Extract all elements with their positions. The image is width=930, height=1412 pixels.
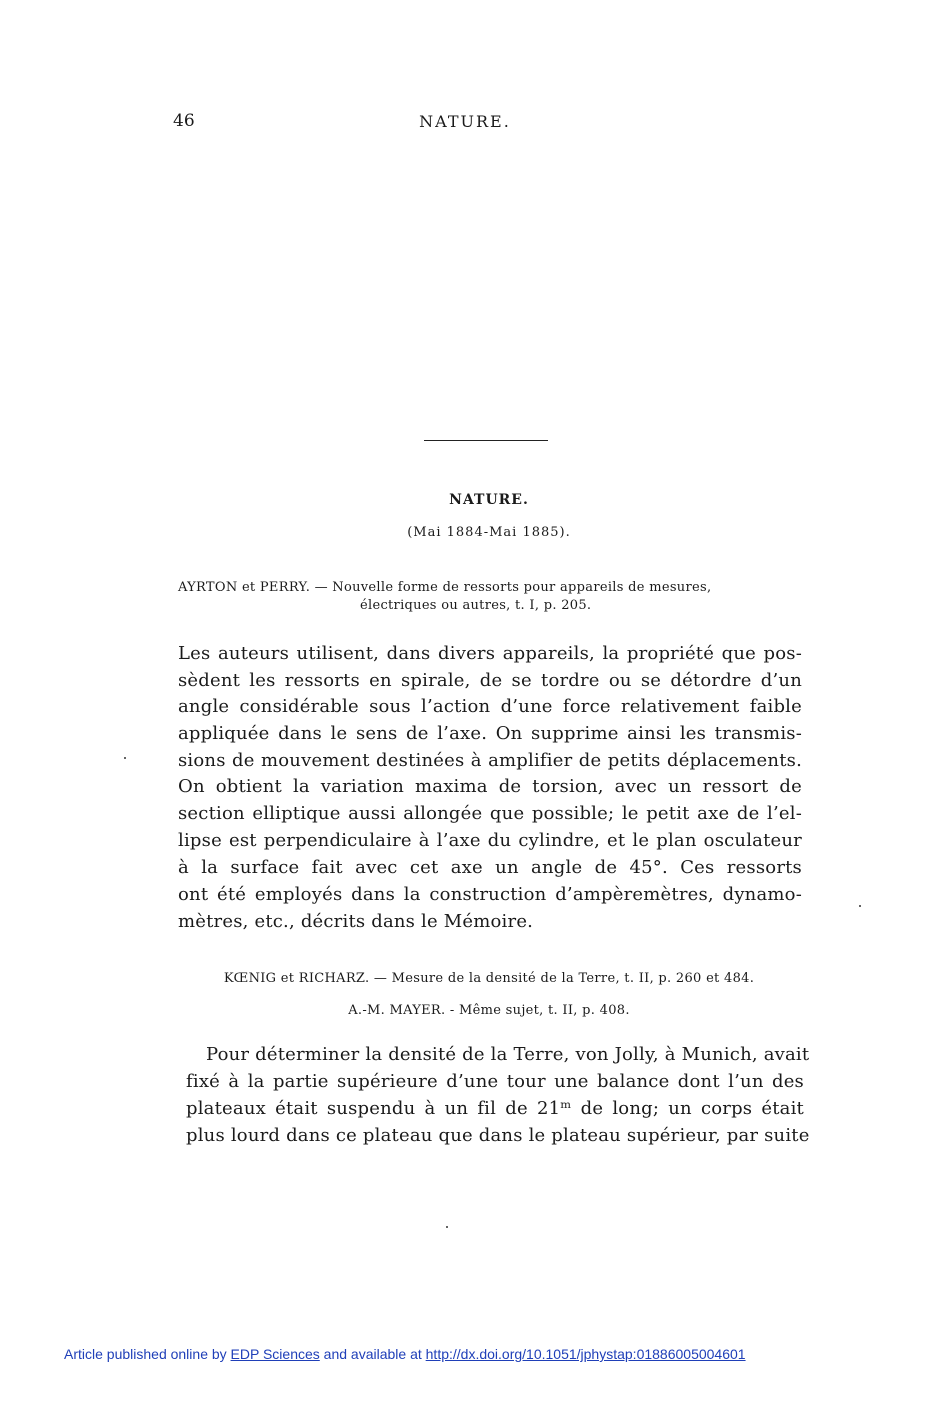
paragraph-line: sèdent les ressorts en spirale, de se tordre ou se détordre d’un (178, 670, 802, 691)
paragraph-line: fixé à la partie supérieure d’une tour une balance dont l’un des (186, 1071, 804, 1092)
footer-middle: and available at (323, 1346, 422, 1362)
footer-citation (64, 1346, 746, 1362)
doi-link[interactable]: http://dx.doi.org/10.1051/jphystap:01886005004601 (425, 1346, 746, 1362)
paragraph-line: mètres, etc., décrits dans le Mémoire. (178, 911, 534, 932)
section-title: NATURE. (449, 492, 529, 508)
paragraph-line: plateaux était suspendu à un fil de 21ᵐ de long; un corps était (186, 1098, 804, 1119)
publisher-link[interactable]: EDP Sciences (230, 1346, 320, 1362)
scan-speck (124, 757, 126, 759)
reference-koenig-richarz: KŒNIG et RICHARZ. — Mesure de la densité de la Terre, t. II, p. 260 et 484. (223, 971, 755, 986)
scan-speck (446, 1226, 448, 1228)
paragraph-line: plus lourd dans ce plateau que dans le plateau supérieur, par suite (186, 1125, 810, 1146)
page-number: 46 (173, 111, 195, 131)
paragraph-line: à la surface fait avec cet axe un angle de 45°. Ces ressorts (178, 857, 802, 878)
paragraph-line: Pour déterminer la densité de la Terre, von Jolly, à Munich, avait (206, 1044, 810, 1065)
paragraph-line: appliquée dans le sens de l’axe. On supprime ainsi les transmis- (178, 723, 802, 744)
section-divider (424, 440, 548, 441)
paragraph-line: angle considérable sous l’action d’une force relativement faible (178, 696, 802, 717)
reference-ayrton-perry-line1: AYRTON et PERRY. — Nouvelle forme de ressorts pour appareils de mesures, (178, 580, 712, 595)
paragraph-line: Les auteurs utilisent, dans divers appareils, la propriété que pos- (178, 643, 802, 664)
paragraph-line: sions de mouvement destinées à amplifier de petits déplacements. (178, 750, 802, 771)
footer-prefix: Article published online by (64, 1346, 227, 1362)
reference-mayer: A.-M. MAYER. - Même sujet, t. II, p. 408. (348, 1003, 630, 1018)
section-dates: (Mai 1884-Mai 1885). (407, 525, 571, 540)
paragraph-line: On obtient la variation maxima de torsion, avec un ressort de (178, 776, 802, 797)
running-title: NATURE. (419, 112, 511, 131)
scan-speck (859, 905, 861, 907)
paragraph-line: ont été employés dans la construction d’ampèremètres, dynamo- (178, 884, 802, 905)
reference-ayrton-perry-line2: électriques ou autres, t. I, p. 205. (360, 598, 592, 613)
paragraph-line: lipse est perpendiculaire à l’axe du cylindre, et le plan osculateur (178, 830, 802, 851)
paragraph-line: section elliptique aussi allongée que possible; le petit axe de l’el- (178, 803, 802, 824)
